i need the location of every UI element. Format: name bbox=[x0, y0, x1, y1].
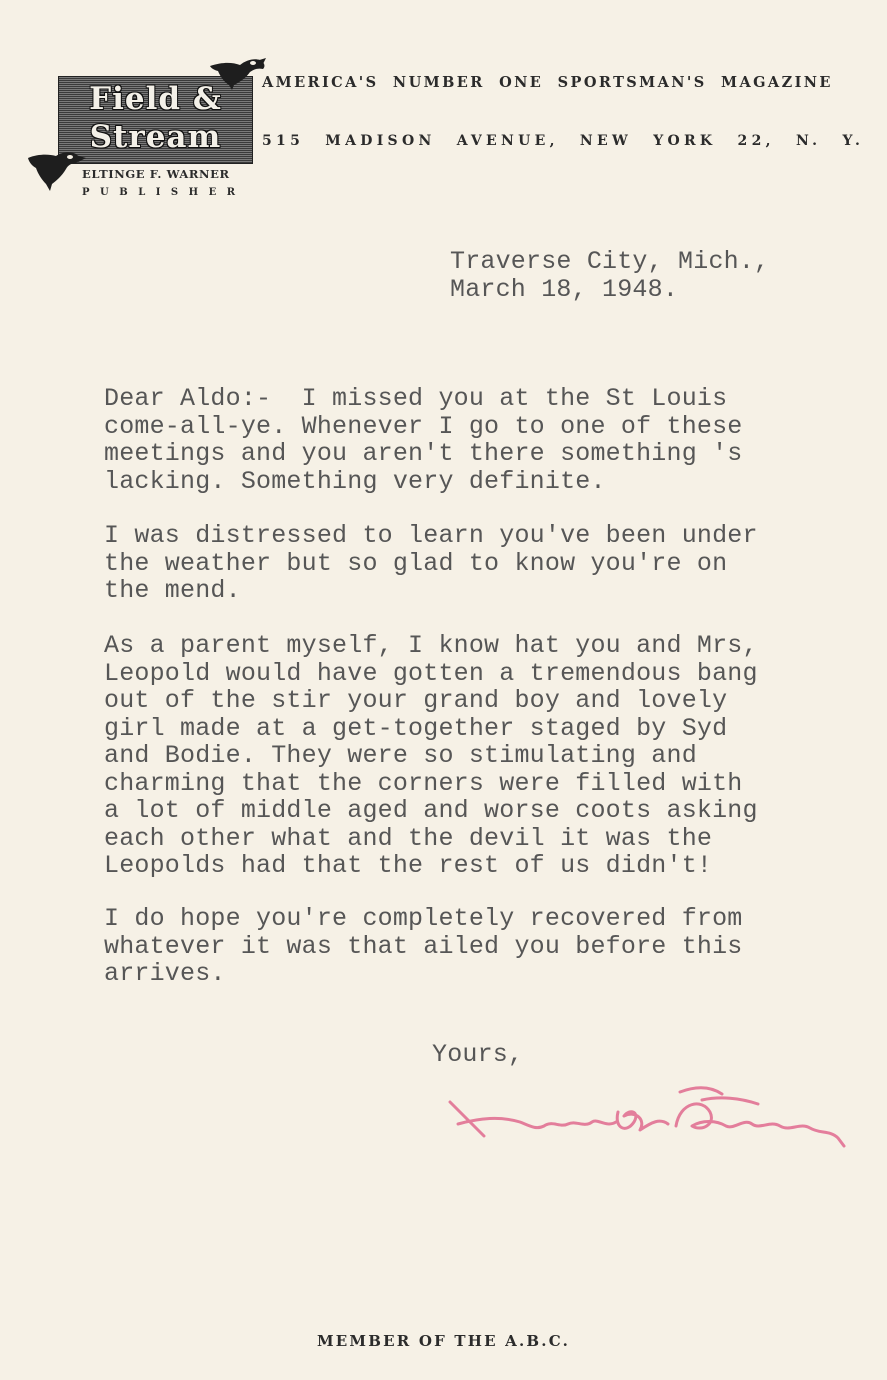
letter-closing: Yours, bbox=[432, 1040, 524, 1069]
magazine-tagline: AMERICA'S NUMBER ONE SPORTSMAN'S MAGAZINE bbox=[262, 74, 833, 91]
abc-membership-footer: MEMBER OF THE A.B.C. bbox=[316, 1332, 571, 1350]
body-paragraph-2: I was distressed to learn you've been under the weather but so glad to know you're on the mend. bbox=[104, 521, 758, 605]
publisher-address: 515 MADISON AVENUE, NEW YORK 22, N. Y. bbox=[262, 133, 865, 149]
body-paragraph-3: As a parent myself, I know hat you and Mrs, Leopold would have gotten a tremendous bang out of the stir your grand boy and lovely girl made at a get-together staged by Syd and Bodie. They were so stimulating and charming that the corners were filled with a lot of middle aged and worse coots asking each other what and the devil it was the Leopolds had that the rest of us didn't! bbox=[104, 631, 758, 880]
letter-date: March 18, 1948. bbox=[450, 274, 679, 304]
handwritten-signature bbox=[440, 1072, 860, 1162]
body-paragraph-1: Dear Aldo:- I missed you at the St Louis come-all-ye. Whenever I go to one of these meetings and you aren't there something 's lacking. Something very definite. bbox=[104, 384, 743, 496]
publisher-name: ELTINGE F. WARNER bbox=[82, 167, 230, 181]
flying-duck-icon bbox=[208, 52, 268, 92]
flying-duck-icon bbox=[26, 146, 88, 192]
letter-place: Traverse City, Mich., bbox=[450, 247, 770, 276]
logo-line-1: Field & bbox=[89, 81, 222, 117]
letter-dateline bbox=[450, 248, 769, 303]
publisher-title: PUBLISHER bbox=[82, 187, 246, 198]
logo-line-2: Stream bbox=[89, 119, 222, 155]
body-paragraph-4: I do hope you're completely recovered from whatever it was that ailed you before this arrives. bbox=[104, 904, 743, 988]
